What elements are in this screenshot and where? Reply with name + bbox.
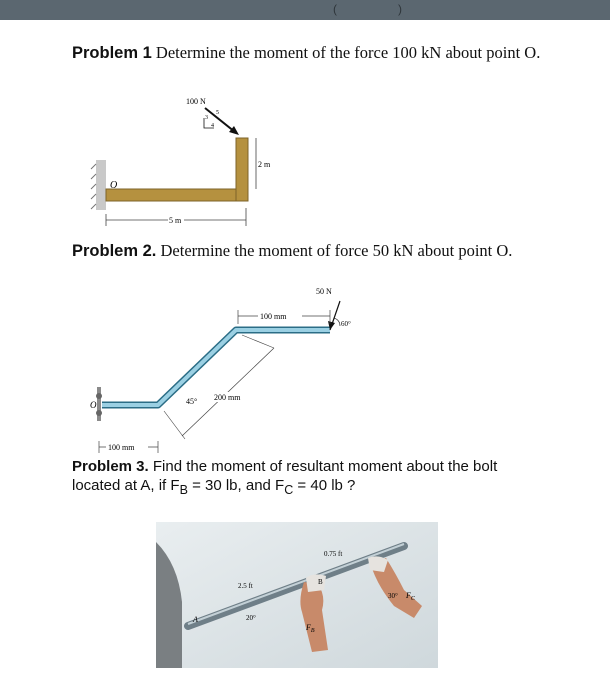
p2-support-bolt-top <box>96 393 102 399</box>
p2-diag-ext-1 <box>164 411 185 439</box>
p1-force-label: 100 N <box>186 97 206 106</box>
p2-diag-ext-2 <box>242 335 274 348</box>
p1-ratio-c: 4 <box>211 123 214 129</box>
p3-label-a: A <box>193 615 198 624</box>
header-right-mark: ) <box>398 2 402 16</box>
problem-1-label: Problem 1 <box>72 44 152 62</box>
problem-1-figure <box>88 90 288 230</box>
p1-ratio-a: 5 <box>216 110 219 116</box>
p2-support-bolt-bottom <box>96 410 102 416</box>
p1-wall-hatch <box>91 164 96 209</box>
p1-point-o: O <box>110 180 118 191</box>
p1-wall <box>96 160 106 210</box>
p2-bottom-dim-label: 100 mm <box>108 443 135 452</box>
problem-3-sub-c: C <box>284 483 294 497</box>
p3-label-b: B <box>318 578 323 586</box>
problem-3-statement <box>72 457 542 500</box>
top-toolbar <box>0 0 610 20</box>
p1-ratio-b: 3 <box>205 115 208 121</box>
p3-angle-c: 30° <box>388 592 398 600</box>
p3-dim-long: 2.5 ft <box>238 582 253 590</box>
p1-length-label: 5 m <box>169 216 182 225</box>
problem-3-label: Problem 3. <box>72 458 149 475</box>
p2-angle-label: 60° <box>341 320 351 328</box>
p3-glove-b <box>306 574 326 592</box>
p3-label-fc: $F_C$ <box>406 591 415 602</box>
problem-1-text: Determine the moment of the force 100 kN about point O. <box>155 43 541 62</box>
p1-beam-vertical <box>236 138 248 201</box>
problem-2-text: Determine the moment of force 50 kN about point O. <box>160 241 513 260</box>
problem-2-statement <box>72 240 542 262</box>
p2-angle-arc <box>334 318 340 326</box>
p1-height-label: 2 m <box>258 160 271 169</box>
problem-3-figure <box>156 522 438 668</box>
problem-3-sub-b: B <box>179 483 188 497</box>
p2-force-label: 50 N <box>316 287 332 296</box>
p2-point-o: O <box>90 400 97 410</box>
p2-diag-dim-label: 200 mm <box>214 393 241 402</box>
p2-angle45-label: 45° <box>186 397 198 406</box>
p1-beam-horizontal <box>106 189 246 201</box>
header-left-mark: ( <box>333 2 337 16</box>
p3-label-fb: $F_B$ <box>306 623 315 634</box>
p3-dim-short: 0.75 ft <box>324 550 343 558</box>
problem-3-text-post: = 40 lb ? <box>293 477 356 494</box>
problem-2-label: Problem 2. <box>72 242 157 260</box>
p2-top-dim-label: 100 mm <box>260 312 287 321</box>
problem-1-statement <box>72 42 542 64</box>
p3-angle-b: 20° <box>246 614 256 622</box>
problem-3-text-mid: = 30 lb, and F <box>187 477 285 494</box>
problem-3-text-pre: Find the moment of resultant moment about the bolt located at A, if F <box>72 458 498 494</box>
problem-2-figure <box>88 284 368 456</box>
